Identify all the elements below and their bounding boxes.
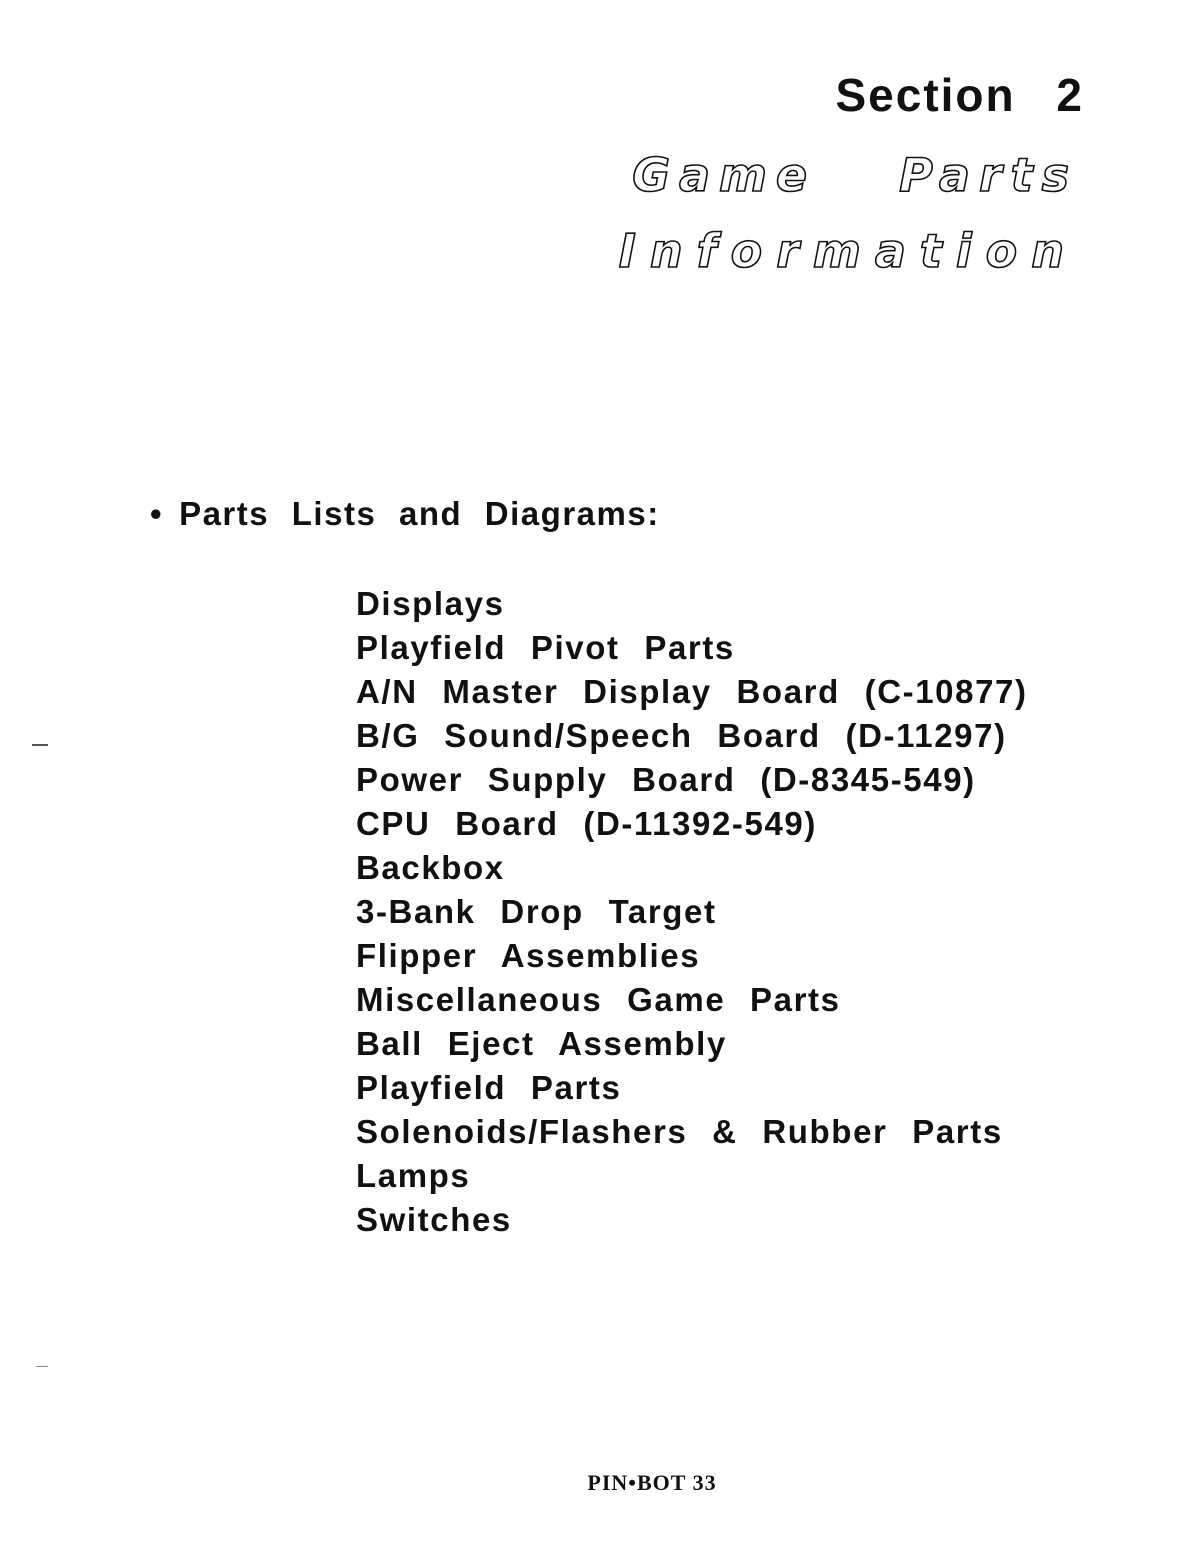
- list-item: Switches: [356, 1201, 512, 1238]
- list-item: Backbox: [356, 849, 505, 886]
- list-item: B/G Sound/Speech Board (D-11297): [356, 717, 1007, 754]
- list-item: A/N Master Display Board (C-10877): [356, 673, 1028, 710]
- bullet-icon: •: [150, 495, 164, 532]
- list-item: Lamps: [356, 1157, 471, 1194]
- page-footer: PIN•BOT 33: [587, 1470, 717, 1495]
- list-item: 3-Bank Drop Target: [356, 893, 717, 930]
- list-item: Playfield Parts: [356, 1069, 622, 1106]
- list-item: Solenoids/Flashers & Rubber Parts: [356, 1113, 1003, 1150]
- list-item: Displays: [356, 585, 505, 622]
- scan-mark: [32, 744, 48, 746]
- page-title-line-2: Information: [618, 224, 1078, 278]
- scan-mark: [36, 1366, 48, 1367]
- parts-list-heading: [150, 497, 660, 530]
- list-item: Playfield Pivot Parts: [356, 629, 735, 666]
- parts-list: [356, 582, 1028, 1242]
- list-item: Ball Eject Assembly: [356, 1025, 727, 1062]
- list-item: Flipper Assemblies: [356, 937, 701, 974]
- parts-list-heading-text: Parts Lists and Diagrams:: [179, 495, 660, 532]
- list-item: CPU Board (D-11392-549): [356, 805, 817, 842]
- list-item: Power Supply Board (D-8345-549): [356, 761, 976, 798]
- section-heading: Section 2: [835, 69, 1084, 121]
- page-title-line-1: Game Parts: [632, 148, 1078, 202]
- list-item: Miscellaneous Game Parts: [356, 981, 841, 1018]
